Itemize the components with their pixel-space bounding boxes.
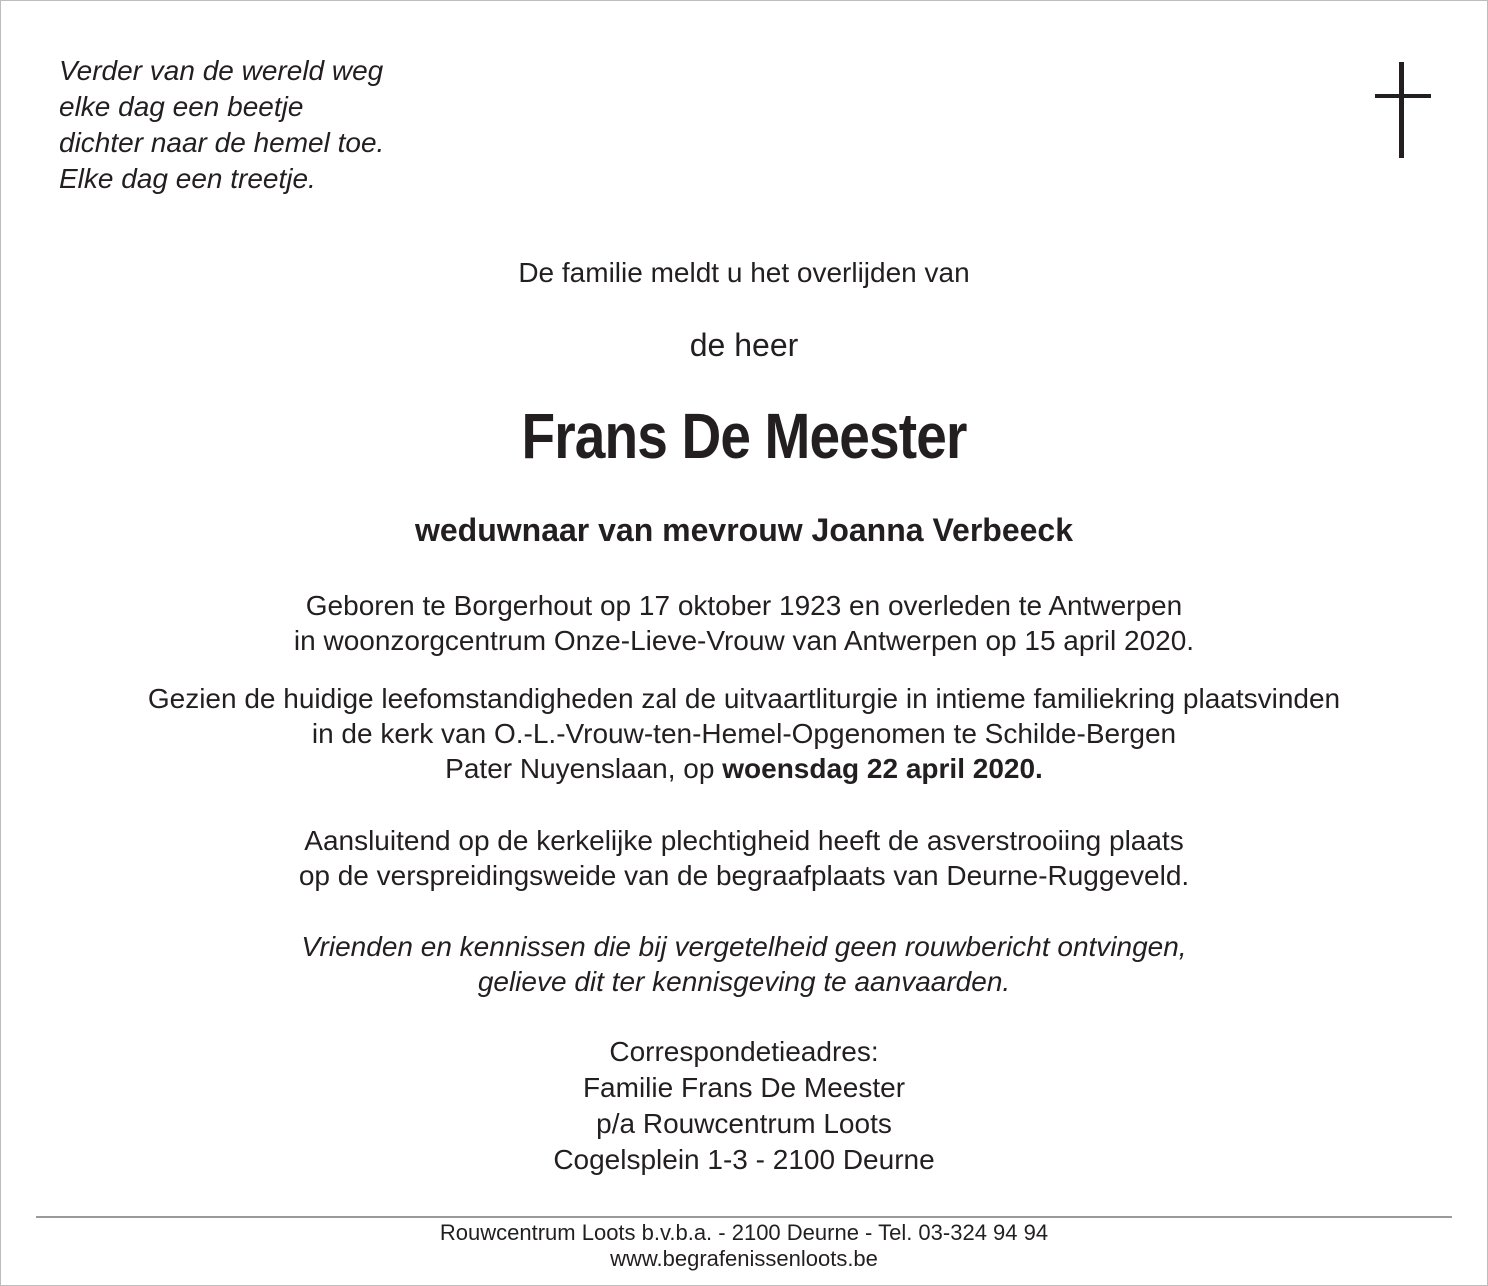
intro-text: De familie meldt u het overlijden van: [518, 257, 970, 288]
cross-icon: [1372, 62, 1432, 158]
funeral-line: Gezien de huidige leefomstandigheden zal de uitvaartliturgie in intieme familiekring plaatsvinden: [147, 683, 1341, 714]
poem-line: elke dag een beetje: [59, 91, 304, 122]
notice-line: Vrienden en kennissen die bij vergetelheid geen rouwbericht ontvingen,: [301, 931, 1187, 962]
poem-line: dichter naar de hemel toe.: [59, 127, 385, 158]
funeral-line: in de kerk van O.-L.-Vrouw-ten-Hemel-Opgenomen te Schilde-Bergen: [311, 718, 1177, 749]
poem: [59, 53, 384, 197]
deceased-name: Frans De Meester: [521, 400, 967, 472]
poem-line: Verder van de wereld weg: [59, 55, 384, 86]
spouse-line: weduwnaar van mevrouw Joanna Verbeeck: [414, 512, 1074, 548]
notice-text: [0, 929, 1488, 999]
scattering-line: op de verspreidingsweide van de begraafplaats van Deurne-Ruggeveld.: [298, 860, 1190, 891]
scattering-info: [0, 823, 1488, 893]
address-line: Correspondetieadres:: [609, 1036, 879, 1067]
birth-death-info: [0, 588, 1488, 658]
address-line: p/a Rouwcentrum Loots: [596, 1108, 892, 1139]
address-line: Cogelsplein 1-3 - 2100 Deurne: [553, 1144, 935, 1175]
poem-line: Elke dag een treetje.: [59, 163, 316, 194]
notice-line: gelieve dit ter kennisgeving te aanvaarden.: [477, 966, 1011, 997]
scattering-line: Aansluitend op de kerkelijke plechtigheid heeft de asverstrooiing plaats: [304, 825, 1184, 856]
birth-death-line: in woonzorgcentrum Onze-Lieve-Vrouw van Antwerpen op 15 april 2020.: [293, 625, 1195, 656]
funeral-location: Pater Nuyenslaan, op: [445, 753, 723, 784]
funeral-line: [0, 751, 1488, 786]
address-line: Familie Frans De Meester: [582, 1072, 906, 1103]
funeral-date: woensdag 22 april 2020.: [722, 753, 1043, 784]
footer: [0, 1220, 1488, 1272]
footer-company: Rouwcentrum Loots b.v.b.a. - 2100 Deurne - Tel. 03-324 94 94: [439, 1220, 1049, 1245]
footer-website: www.begrafenissenloots.be: [610, 1246, 878, 1271]
birth-death-line: Geboren te Borgerhout op 17 oktober 1923 en overleden te Antwerpen: [305, 590, 1183, 621]
honorific-title: de heer: [689, 327, 799, 363]
correspondence-address: [0, 1034, 1488, 1178]
footer-divider: [36, 1216, 1452, 1218]
funeral-info: [0, 681, 1488, 786]
